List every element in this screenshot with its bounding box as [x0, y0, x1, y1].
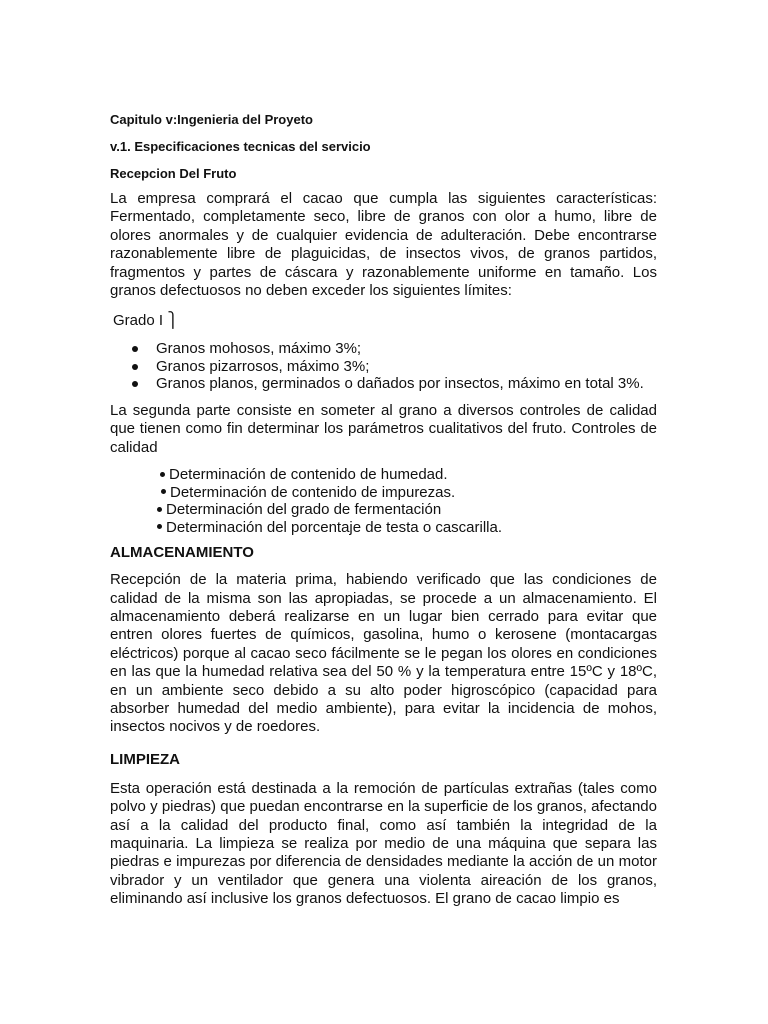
list-item: Granos mohosos, máximo 3%; [110, 340, 657, 358]
cleaning-paragraph: Esta operación está destinada a la remoción de partículas extrañas (tales como polvo y piedras) que puedan encontrarse en la superficie de los granos, afectando así a la calidad del producto final, como así también la integridad de la maquinaria. La limpieza se realiza por medio de una máquina que separa las piedras e impurezas por diferencia de densidades mediante la acción de un motor vibrador y un ventilador que genera una violenta aireación de los granos, eliminando así inclusive los granos defectuosos. El grano de cacao limpio es [110, 779, 657, 908]
list-item: Granos pizarrosos, máximo 3%; [110, 358, 657, 376]
bullet-icon [157, 524, 162, 529]
bullet-icon [157, 507, 162, 512]
list-item: Determinación de contenido de humedad. [110, 466, 657, 484]
chapter-title: Capitulo v:Ingenieria del Proyeto [110, 112, 313, 127]
storage-title: ALMACENAMIENTO [110, 544, 254, 562]
grade-limits-list [110, 340, 657, 393]
bullet-icon [132, 346, 138, 352]
intro-paragraph: La empresa comprará el cacao que cumpla las siguientes características: Fermentado, completamente seco, libre de granos con olor a humo, libre de olores anormales y de cualquier evidencia de adulteración. Debe encontrarse razonablemente libre de plaguicidas, de insectos vivos, de granos partidos, fragmentos y partes de cáscara y razonablemente uniforme en tamaño. Los granos defectuosos no deben exceder los siguientes límites: [110, 190, 657, 300]
section-title: v.1. Especificaciones tecnicas del servicio [110, 139, 371, 154]
document-page [110, 112, 657, 909]
storage-paragraph: Recepción de la materia prima, habiendo verificado que las condiciones de calidad de la misma son las apropiadas, se procede a un almacenamiento. El almacenamiento deberá realizarse en un lugar bien cerrado para evitar que entren olores fuertes de químicos, gasolina, humo o kerosene (montacargas eléctricos) porque al cacao seco fácilmente se le pegan los olores en condiciones en las que la humedad relativa sea del 50 % y la temperatura entre 15ºC y 18ºC, en un ambiente seco debido a su alto poder higroscópico (capacidad para absorber humedad del medio ambiente), para evitar la incidencia de mohos, insectos nocivos y de roedores. [110, 571, 657, 736]
list-item: Determinación de contenido de impurezas. [110, 484, 657, 502]
bullet-icon [132, 381, 138, 387]
list-item: Determinación del porcentaje de testa o cascarilla. [110, 519, 657, 537]
list-item: Determinación del grado de fermentación [110, 501, 657, 519]
grade-label: Grado I ⎫ [113, 312, 179, 330]
quality-controls-list [110, 466, 657, 536]
quality-paragraph: La segunda parte consiste en someter al grano a diversos controles de calidad que tienen como fin determinar los parámetros cualitativos del fruto. Controles de calidad [110, 401, 657, 456]
cleaning-title: LIMPIEZA [110, 750, 180, 768]
bullet-icon [132, 364, 138, 370]
bullet-icon [161, 489, 166, 494]
bullet-icon [160, 472, 165, 477]
subsection-title: Recepcion Del Fruto [110, 166, 237, 181]
list-item: Granos planos, germinados o dañados por insectos, máximo en total 3%. [110, 375, 657, 393]
